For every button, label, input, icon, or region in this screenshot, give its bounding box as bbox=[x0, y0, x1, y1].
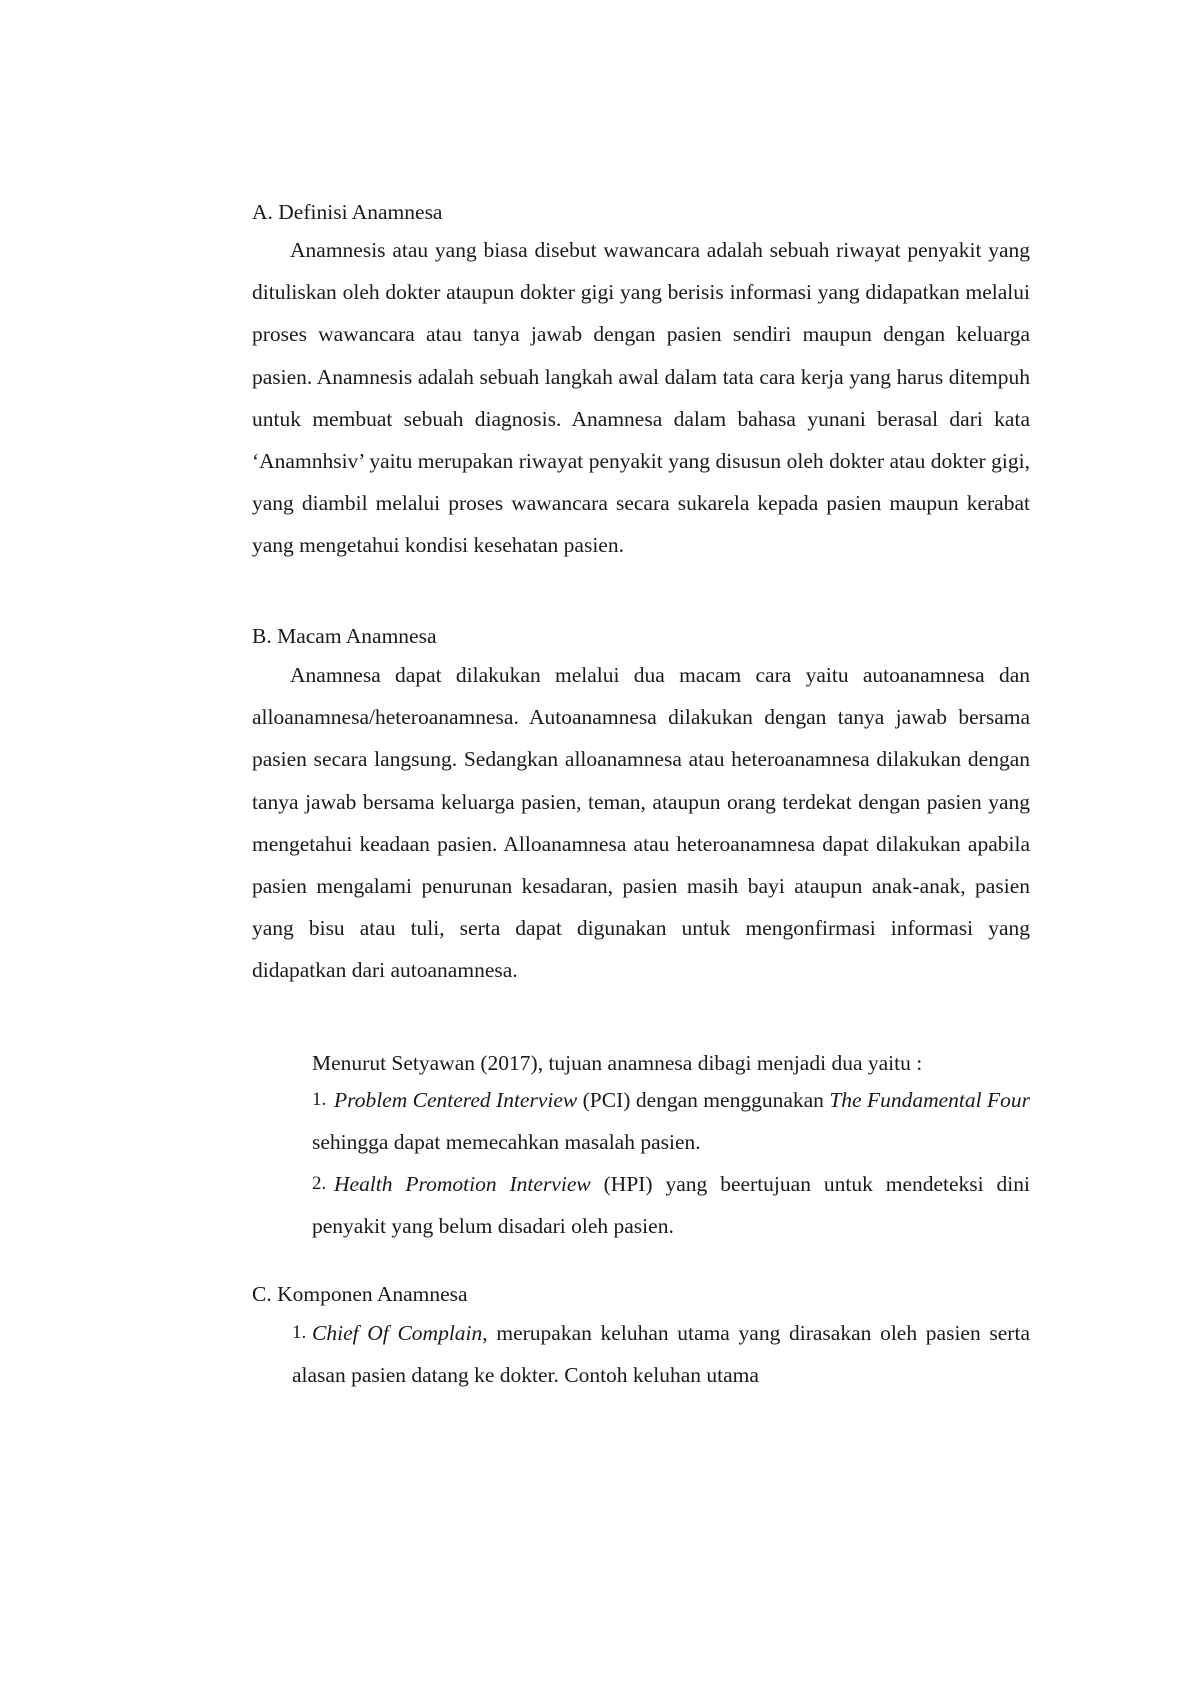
section-b-paragraph: Anamnesa dapat dilakukan melalui dua macam cara yaitu autoanamnesa dan alloanamnesa/heteroanamnesa. Autoanamnesa dilakukan dengan tanya jawab bersama pasien secara langsung. Sedangkan alloanamnesa atau heteroanamnesa dilakukan dengan tanya jawab bersama keluarga pasien, teman, ataupun orang terdekat dengan pasien yang mengetahui keadaan pasien. Alloanamnesa atau heteroanamnesa dapat dilakukan apabila pasien mengalami penurunan kesadaran, pasien masih bayi ataupun anak-anak, pasien yang bisu atau tuli, serta dapat digunakan untuk mengonfirmasi informasi yang didapatkan dari autoanamnesa. bbox=[252, 663, 1030, 983]
component-term: Chief Of Complain bbox=[312, 1321, 483, 1345]
purpose-term: Health Promotion Interview bbox=[334, 1172, 591, 1196]
section-a-heading: A. Definisi Anamnesa bbox=[252, 200, 443, 224]
section-c-heading: C. Komponen Anamnesa bbox=[252, 1282, 468, 1306]
purpose-rest: sehingga dapat memecahkan masalah pasien. bbox=[312, 1130, 701, 1155]
purpose-item bbox=[312, 1079, 1030, 1163]
purpose-term: Problem Centered Interview bbox=[334, 1088, 578, 1112]
purpose-item-text bbox=[312, 1079, 1030, 1163]
section-a-paragraph: Anamnesis atau yang biasa disebut wawancara adalah sebuah riwayat penyakit yang dituliskan oleh dokter ataupun dokter gigi yang berisis informasi yang didapatkan melalui proses wawancara atau tanya jawab dengan pasien sendiri maupun dengan keluarga pasien. Anamnesis adalah sebuah langkah awal dalam tata cara kerja yang harus ditempuh untuk membuat sebuah diagnosis. Anamnesa dalam bahasa yunani berasal dari kata ‘Anamnhsiv’ yaitu merupakan riwayat penyakit yang disusun oleh dokter atau dokter gigi, yang diambil melalui proses wawancara secara sukarela kepada pasien maupun kerabat yang mengetahui kondisi kesehatan pasien. bbox=[252, 238, 1030, 558]
list-number: 2. bbox=[312, 1173, 327, 1194]
section-b-heading: B. Macam Anamnesa bbox=[252, 624, 437, 648]
purpose-term-secondary: The Fundamental Four bbox=[829, 1088, 1031, 1112]
purpose-item bbox=[312, 1163, 1030, 1247]
purpose-mid: (PCI) dengan menggunakan bbox=[577, 1088, 830, 1112]
list-number: 1. bbox=[292, 1322, 307, 1343]
list-number: 1. bbox=[312, 1089, 327, 1110]
component-rest: , merupakan keluhan utama yang dirasakan oleh pasien serta alasan pasien datang ke dokter. Contoh keluhan utama bbox=[292, 1321, 1030, 1388]
purpose-rest: (HPI) yang beertujuan untuk mendeteksi dini penyakit yang belum disadari oleh pasien. bbox=[312, 1172, 1031, 1239]
purpose-intro: Menurut Setyawan (2017), tujuan anamnesa dibagi menjadi dua yaitu : bbox=[312, 1051, 923, 1075]
component-item bbox=[292, 1312, 1030, 1396]
component-item-text bbox=[292, 1312, 1030, 1396]
purpose-item-text bbox=[312, 1163, 1030, 1247]
